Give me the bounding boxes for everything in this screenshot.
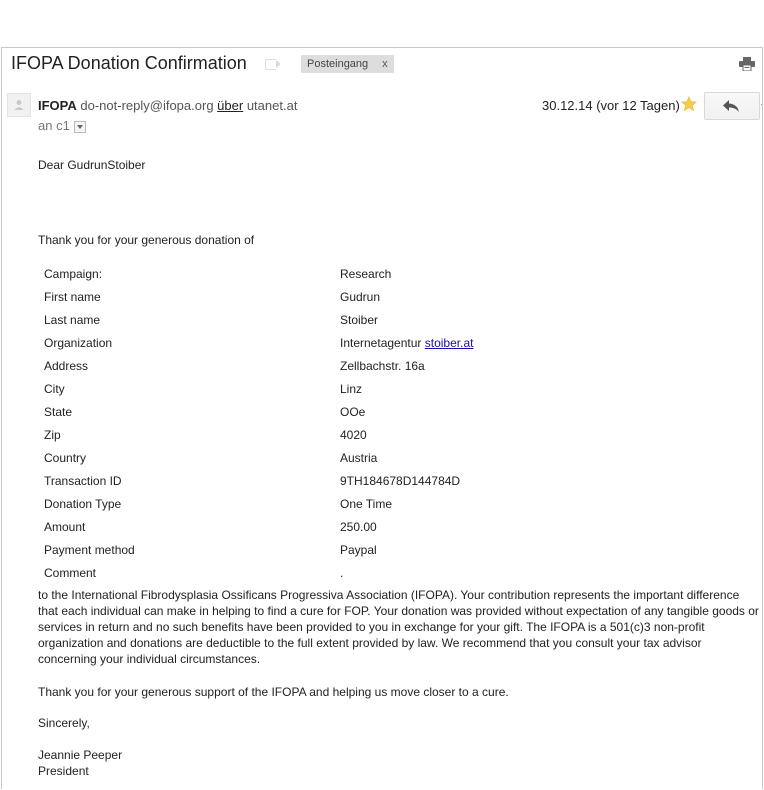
- detail-label: Organization: [44, 336, 113, 350]
- detail-label: Amount: [44, 520, 86, 534]
- print-icon[interactable]: [739, 57, 755, 71]
- email-view: [1, 47, 763, 789]
- recipient-line: [38, 118, 86, 133]
- more-options-icon[interactable]: [761, 104, 763, 108]
- detail-row: [44, 290, 544, 313]
- closing: Sincerely,: [38, 716, 90, 730]
- detail-value: Research: [340, 267, 392, 281]
- via-domain: utanet.at: [246, 98, 298, 113]
- detail-label: Country: [44, 451, 87, 465]
- detail-value: 4020: [340, 428, 367, 442]
- sender-email: do-not-reply@ifopa.org: [80, 98, 214, 113]
- detail-row: [44, 405, 544, 428]
- detail-label: Transaction ID: [44, 474, 122, 488]
- sender-name[interactable]: IFOPA: [38, 98, 77, 113]
- detail-label: Last name: [44, 313, 101, 327]
- detail-value: One Time: [340, 497, 393, 511]
- detail-label: Zip: [44, 428, 61, 442]
- detail-label: Address: [44, 359, 89, 373]
- detail-value: .: [340, 566, 344, 580]
- detail-row: [44, 474, 544, 497]
- email-date: 30.12.14 (vor 12 Tagen): [542, 98, 680, 113]
- reply-icon: [723, 100, 739, 112]
- subject-bar: [2, 48, 762, 88]
- detail-label: City: [44, 382, 65, 396]
- detail-row: [44, 451, 544, 474]
- label-tag-icon[interactable]: [265, 59, 276, 70]
- detail-row: [44, 428, 544, 451]
- detail-row: [44, 336, 544, 359]
- star-icon[interactable]: [681, 96, 697, 112]
- avatar[interactable]: [7, 93, 31, 117]
- recipient-name: c1: [56, 118, 70, 133]
- detail-value: Linz: [340, 382, 363, 396]
- via-link[interactable]: über: [217, 98, 244, 113]
- detail-value: Paypal: [340, 543, 377, 557]
- email-subject: IFOPA Donation Confirmation: [11, 53, 247, 73]
- detail-label: Comment: [44, 566, 97, 580]
- person-icon: [8, 94, 30, 116]
- organization-name: Internetagentur: [340, 336, 422, 350]
- label-chip-text: Posteingang: [307, 58, 369, 70]
- detail-value: Austria: [340, 451, 378, 465]
- reply-button[interactable]: [704, 92, 760, 120]
- show-details-dropdown-icon[interactable]: [74, 121, 86, 133]
- detail-value: 250.00: [340, 520, 377, 534]
- signature: [38, 747, 760, 779]
- detail-row: [44, 497, 544, 520]
- donation-details: [44, 267, 544, 589]
- sender-row: [2, 92, 762, 142]
- body-paragraph: Thank you for your generous support of the IFOPA and helping us move closer to a cure.: [38, 685, 509, 699]
- label-chip-posteingang[interactable]: [301, 55, 394, 73]
- detail-value: OOe: [340, 405, 366, 419]
- detail-value: [340, 336, 473, 350]
- organization-link[interactable]: stoiber.at: [424, 336, 474, 350]
- greeting: Dear GudrunStoiber: [38, 158, 146, 172]
- detail-value: Stoiber: [340, 313, 379, 327]
- detail-row: [44, 520, 544, 543]
- detail-label: First name: [44, 290, 101, 304]
- detail-row: [44, 313, 544, 336]
- intro-text: Thank you for your generous donation of: [38, 233, 255, 247]
- detail-row: [44, 382, 544, 405]
- detail-label: Campaign:: [44, 267, 103, 281]
- body-paragraph: to the International Fibrodysplasia Ossificans Progressiva Association (IFOPA). Your contribution represents the important difference that each individual can make in helping to find a cure for FOP. Your donation was provided without expectation of any tangible goods or services in return and no such benefits have been provided to you in exchange for your gift. The IFOPA is a 501(c)3 non-profit organization and donations are deductible to the full extent provided by law. We recommend that you consult your tax advisor concerning your individual circumstances.: [38, 588, 759, 666]
- detail-row: [44, 566, 544, 589]
- recipient-prefix: an: [38, 118, 53, 133]
- detail-value: 9TH184678D144784D: [340, 474, 461, 488]
- signature-title: President: [38, 764, 89, 778]
- detail-row: [44, 543, 544, 566]
- detail-row: [44, 267, 544, 290]
- detail-row: [44, 359, 544, 382]
- detail-value: Zellbachstr. 16a: [340, 359, 425, 373]
- detail-label: State: [44, 405, 73, 419]
- sender-line: [38, 98, 297, 113]
- remove-label-button[interactable]: x: [382, 58, 388, 70]
- detail-value: Gudrun: [340, 290, 381, 304]
- detail-label: Donation Type: [44, 497, 122, 511]
- signature-name: Jeannie Peeper: [38, 748, 123, 762]
- detail-label: Payment method: [44, 543, 135, 557]
